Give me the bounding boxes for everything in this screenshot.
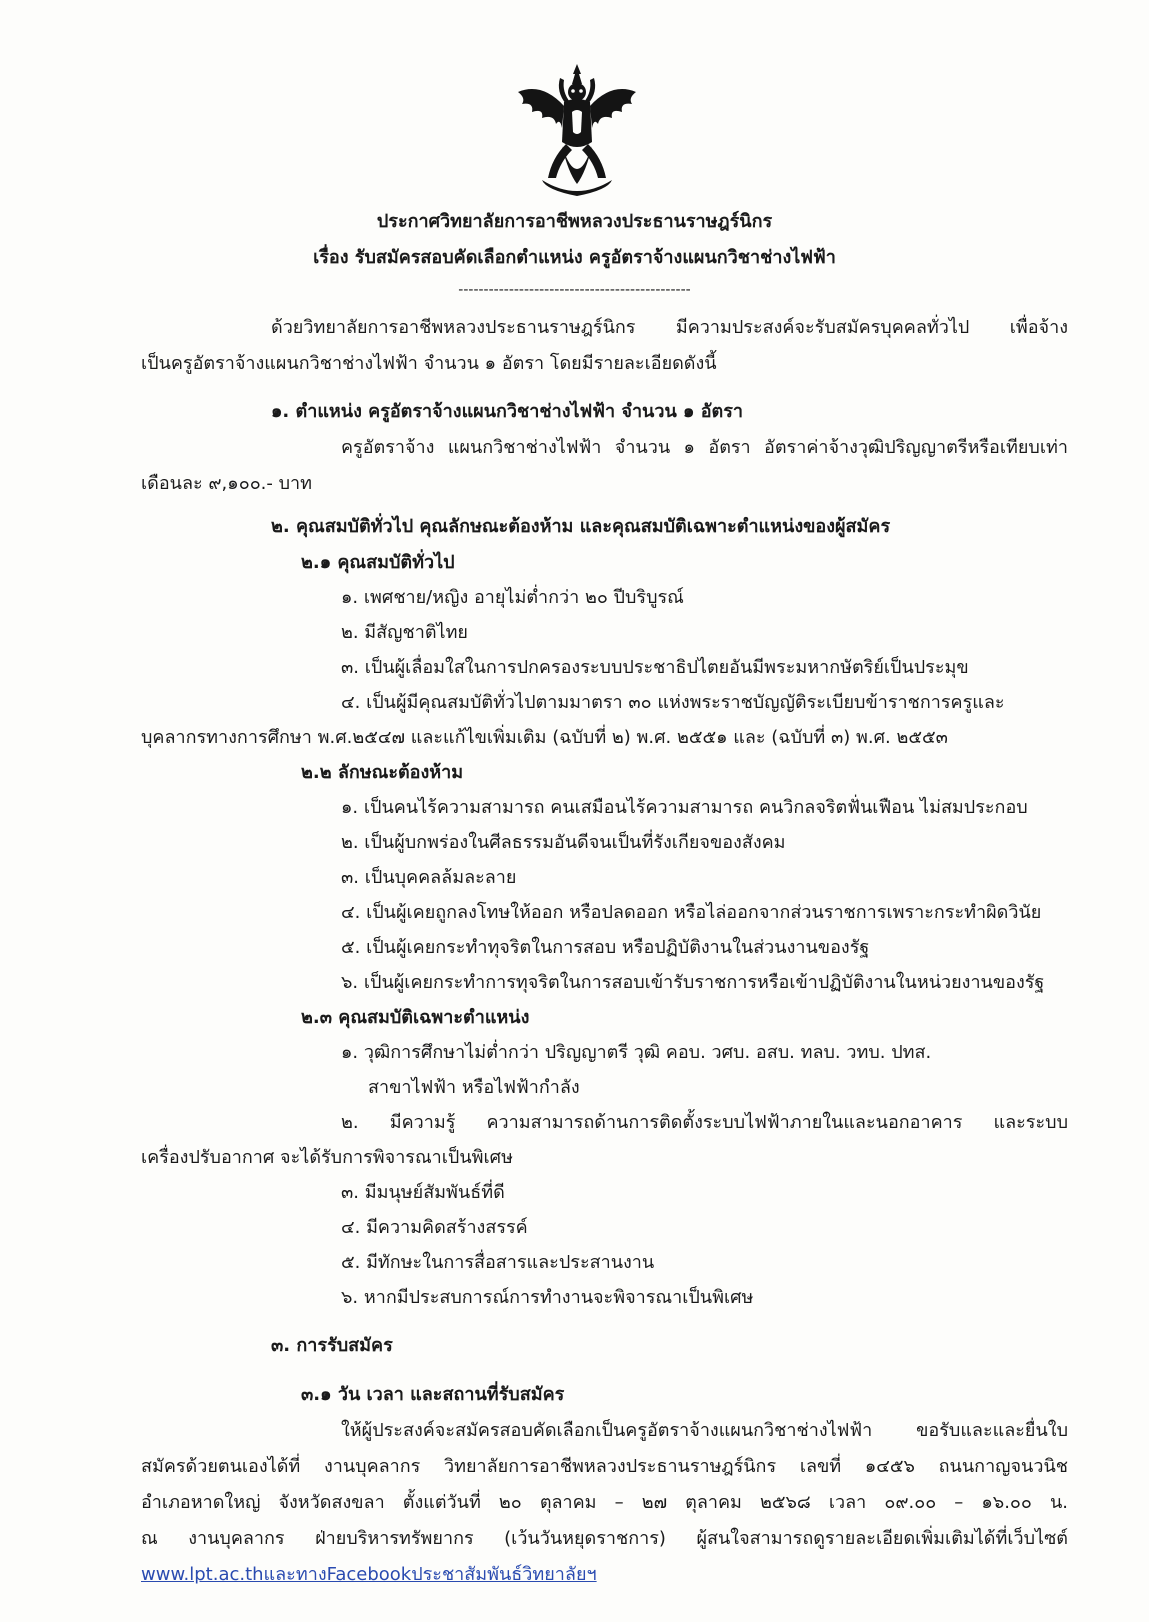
list-item: ๑. เพศชาย/หญิง อายุไม่ต่ำกว่า ๒๐ ปีบริบูรณ์ (341, 587, 684, 608)
list-item: ๓. เป็นบุคคลล้มละลาย (341, 867, 517, 888)
separator-line: ---------------------------------------------- (458, 282, 691, 298)
list-item: ๒. มีสัญชาติไทย (341, 622, 468, 643)
section-3-1-line-1: ให้ผู้ประสงค์จะสมัครสอบคัดเลือกเป็นครูอัตราจ้างแผนกวิชาช่างไฟฟ้า ขอรับและและยื่นใบ (341, 1420, 1068, 1441)
section-2-1-heading: ๒.๑ คุณสมบัติทั่วไป (301, 552, 455, 573)
list-item-continuation: บุคลากรทางการศึกษา พ.ศ.๒๕๔๗ และแก้ไขเพิ่มเติม (ฉบับที่ ๒) พ.ศ. ๒๕๕๑ และ (ฉบับที่ ๓) พ.ศ. ๒๕๕๓ (141, 727, 948, 748)
list-item: ๖. เป็นผู้เคยกระทำการทุจริตในการสอบเข้ารับราชการหรือเข้าปฏิบัติงานในหน่วยงานของรัฐ (341, 972, 1045, 993)
section-2-heading: ๒. คุณสมบัติทั่วไป คุณลักษณะต้องห้าม และคุณสมบัติเฉพาะตำแหน่งของผู้สมัคร (271, 516, 891, 537)
section-1-line-2: เดือนละ ๙,๑๐๐.- บาท (141, 473, 313, 494)
section-3-1-line-4: ณ งานบุคลากร ฝ่ายบริหารทรัพยากร (เว้นวันหยุดราชการ) ผู้สนใจสามารถดูรายละเอียดเพิ่มเติมได้ที่เว็บไซต์ (141, 1528, 1068, 1549)
section-2-2-heading: ๒.๒ ลักษณะต้องห้าม (301, 762, 464, 783)
list-item: ๔. เป็นผู้เคยถูกลงโทษให้ออก หรือปลดออก หรือไล่ออกจากส่วนราชการเพราะกระทำผิดวินัย (341, 902, 1042, 923)
list-item-continuation: สาขาไฟฟ้า หรือไฟฟ้ากำลัง (368, 1077, 580, 1098)
list-item-continuation: เครื่องปรับอากาศ จะได้รับการพิจารณาเป็นพิเศษ (141, 1147, 513, 1168)
list-item: ๕. มีทักษะในการสื่อสารและประสานงาน (341, 1252, 655, 1273)
section-3-heading: ๓. การรับสมัคร (271, 1335, 393, 1356)
intro-line-2: เป็นครูอัตราจ้างแผนกวิชาช่างไฟฟ้า จำนวน ๑ อัตรา โดยมีรายละเอียดดังนี้ (141, 353, 717, 374)
section-2-3-heading: ๒.๓ คุณสมบัติเฉพาะตำแหน่ง (301, 1007, 530, 1028)
garuda-emblem-icon (512, 62, 642, 202)
intro-line-1: ด้วยวิทยาลัยการอาชีพหลวงประธานราษฎร์นิกร มีความประสงค์จะรับสมัครบุคคลทั่วไป เพื่อจ้าง (271, 317, 1068, 338)
section-3-1-line-3: อำเภอหาดใหญ่ จังหวัดสงขลา ตั้งแต่วันที่ ๒๐ ตุลาคม – ๒๗ ตุลาคม ๒๕๖๘ เวลา ๐๙.๐๐ – ๑๖.๐๐ น. (141, 1492, 1068, 1513)
section-1-heading: ๑. ตำแหน่ง ครูอัตราจ้างแผนกวิชาช่างไฟฟ้า จำนวน ๑ อัตรา (271, 401, 743, 422)
section-1-line-1: ครูอัตราจ้าง แผนกวิชาช่างไฟฟ้า จำนวน ๑ อัตรา อัตราค่าจ้างวุฒิปริญญาตรีหรือเทียบเท่า (341, 437, 1068, 458)
website-link[interactable]: www.lpt.ac.thและทางFacebookประชาสัมพันธ์วิทยาลัยฯ (141, 1564, 597, 1585)
document-subject: เรื่อง รับสมัครสอบคัดเลือกตำแหน่ง ครูอัตราจ้างแผนกวิชาช่างไฟฟ้า (313, 247, 836, 268)
list-item: ๖. หากมีประสบการณ์การทำงานจะพิจารณาเป็นพิเศษ (341, 1287, 754, 1308)
list-item: ๔. เป็นผู้มีคุณสมบัติทั่วไปตามมาตรา ๓๐ แห่งพระราชบัญญัติระเบียบข้าราชการครูและ (341, 692, 1005, 713)
list-item: ๓. มีมนุษย์สัมพันธ์ที่ดี (341, 1182, 505, 1203)
document-title: ประกาศวิทยาลัยการอาชีพหลวงประธานราษฎร์นิกร (376, 211, 773, 232)
list-item: ๔. มีความคิดสร้างสรรค์ (341, 1217, 528, 1238)
list-item: ๒. เป็นผู้บกพร่องในศีลธรรมอันดีจนเป็นที่รังเกียจของสังคม (341, 832, 786, 853)
list-item: ๑. เป็นคนไร้ความสามารถ คนเสมือนไร้ความสามารถ คนวิกลจริตฟั่นเฟือน ไม่สมประกอบ (341, 797, 1028, 818)
list-item: ๒. มีความรู้ ความสามารถด้านการติดตั้งระบบไฟฟ้าภายในและนอกอาคาร และระบบ (341, 1112, 1068, 1133)
section-3-1-heading: ๓.๑ วัน เวลา และสถานที่รับสมัคร (301, 1384, 565, 1405)
section-3-1-line-2: สมัครด้วยตนเองได้ที่ งานบุคลากร วิทยาลัยการอาชีพหลวงประธานราษฎร์นิกร เลขที่ ๑๔๕๖ ถนนกาญจนวนิช (141, 1456, 1068, 1477)
list-item: ๕. เป็นผู้เคยกระทำทุจริตในการสอบ หรือปฏิบัติงานในส่วนงานของรัฐ (341, 937, 870, 958)
list-item: ๑. วุฒิการศึกษาไม่ต่ำกว่า ปริญญาตรี วุฒิ คอบ. วศบ. อสบ. ทลบ. วทบ. ปทส. (341, 1042, 932, 1063)
list-item: ๓. เป็นผู้เลื่อมใสในการปกครองระบบประชาธิปไตยอันมีพระมหากษัตริย์เป็นประมุข (341, 657, 969, 678)
